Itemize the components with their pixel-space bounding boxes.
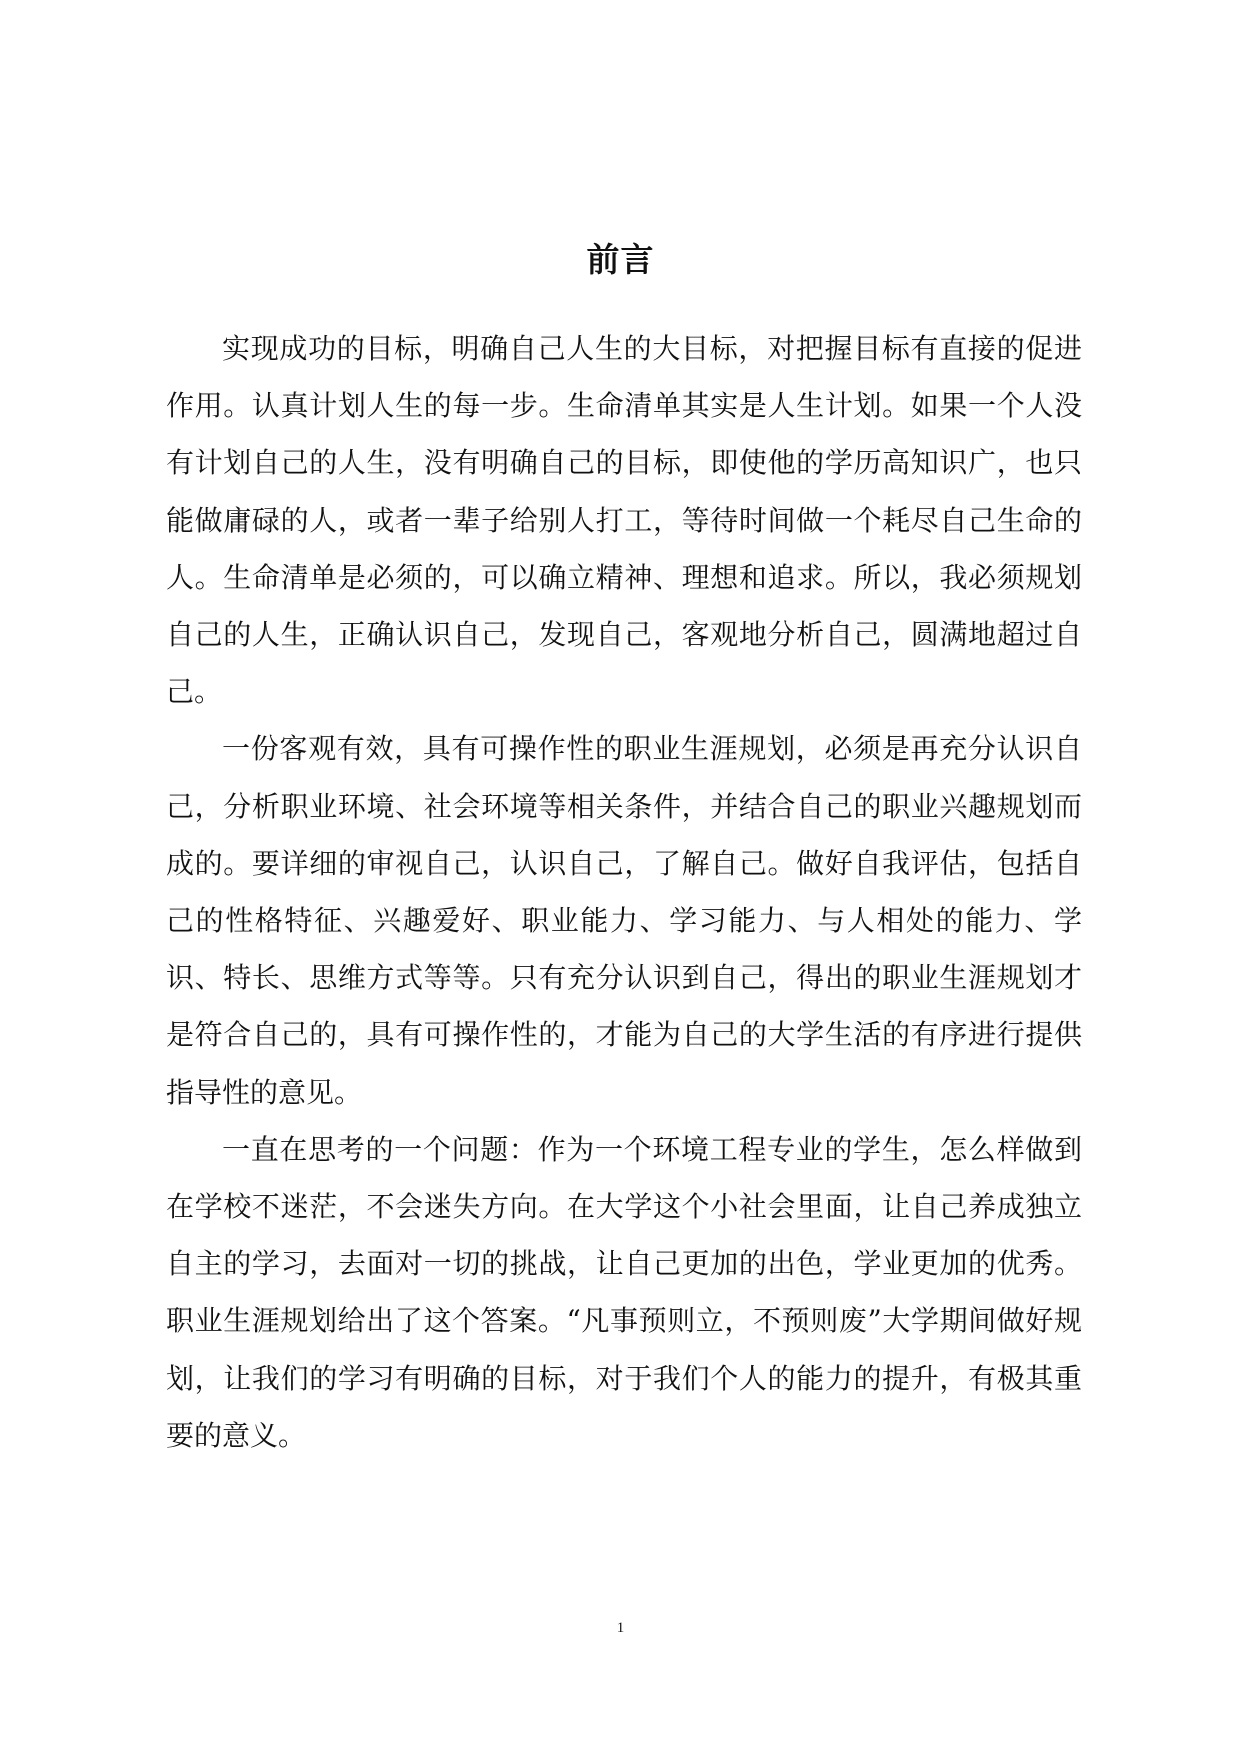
- paragraph-2: 一份客观有效，具有可操作性的职业生涯规划，必须是再充分认识自己，分析职业环境、社会环境等相关条件，并结合自己的职业兴趣规划而成的。要详细的审视自己，认识自己，了解自己。做好自我评估，包括自己的性格特征、兴趣爱好、职业能力、学习能力、与人相处的能力、学识、特长、思维方式等等。只有充分认识到自己，得出的职业生涯规划才是符合自己的，具有可操作性的，才能为自己的大学生活的有序进行提供指导性的意见。: [166, 732, 1082, 1109]
- page-number: 1: [616, 1620, 625, 1636]
- paragraph-3: 一直在思考的一个问题：作为一个环境工程专业的学生，怎么样做到在学校不迷茫，不会迷失方向。在大学这个小社会里面，让自己养成独立自主的学习，去面对一切的挑战，让自己更加的出色，学业更加的优秀。职业生涯规划给出了这个答案。“凡事预则立，不预则废”大学期间做好规划，让我们的学习有明确的目标，对于我们个人的能力的提升，有极其重要的意义。: [166, 1132, 1082, 1452]
- body-text: [166, 320, 1082, 1464]
- page-title: 前言: [586, 240, 655, 279]
- paragraph-1: 实现成功的目标，明确自己人生的大目标，对把握目标有直接的促进作用。认真计划人生的每一步。生命清单其实是人生计划。如果一个人没有计划自己的人生，没有明确自己的目标，即使他的学历高知识广，也只能做庸碌的人，或者一辈子给别人打工，等待时间做一个耗尽自己生命的人。生命清单是必须的，可以确立精神、理想和追求。所以，我必须规划自己的人生，正确认识自己，发现自己，客观地分析自己，圆满地超过自己。: [166, 332, 1082, 709]
